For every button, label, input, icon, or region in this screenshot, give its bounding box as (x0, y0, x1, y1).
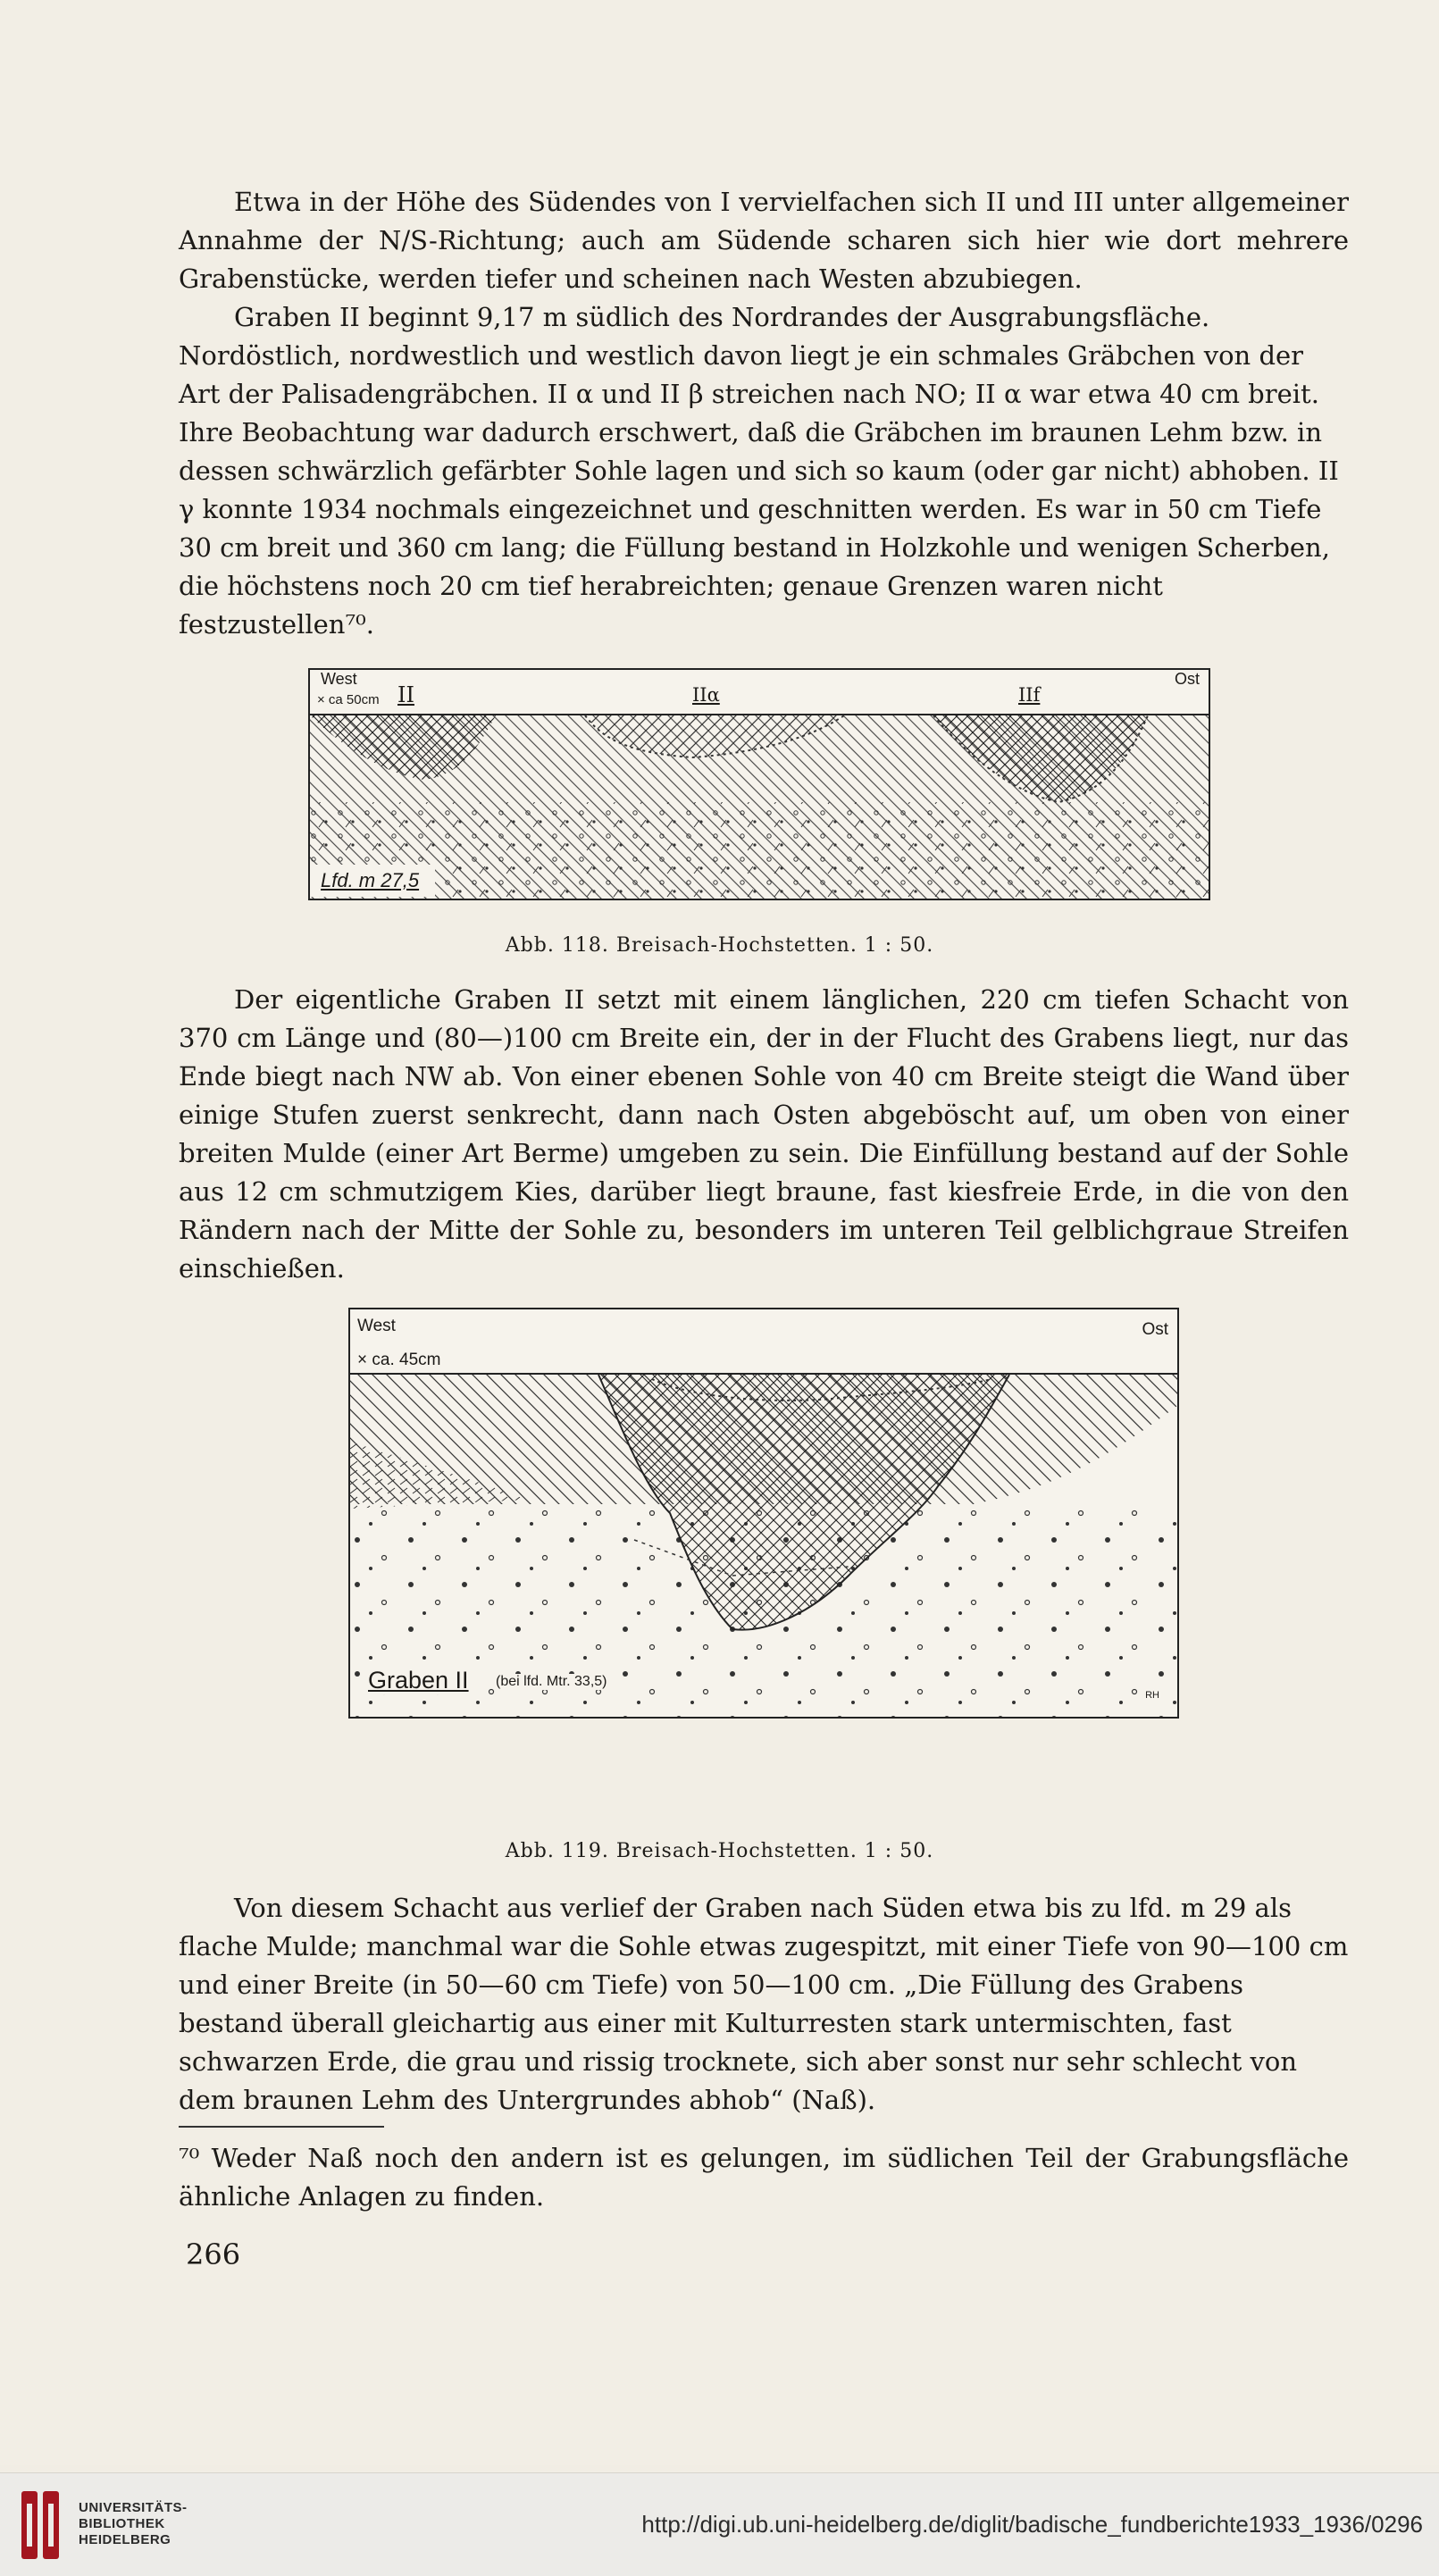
text-section-bottom (179, 1889, 1349, 2120)
label-initials: RH (1145, 1690, 1159, 1701)
label-west: West (321, 670, 357, 688)
label-lfd: (bei lfd. Mtr. 33,5) (496, 1674, 607, 1689)
label-graben-IIa: IIα (692, 684, 720, 706)
paragraph: Graben II beginnt 9,17 m südlich des Nordrandes der Ausgrabungsfläche. Nordöstlich, nordwestlich und westlich davon liegt je ein schmales Gräbchen von der Art der Palisadengräbchen. II α und II β streichen nach NO; II α war etwa 40 cm breit. Ihre Beobachtung war dadurch erschwert, daß die Gräbchen im braunen Lehm bzw. in dessen schwärzlich gefärbter Sohle lagen und sich so kaum (oder gar nicht) abhoben. II γ konnte 1934 nochmals eingezeichnet und geschnitten werden. Es war in 50 cm Tiefe 30 cm breit und 360 cm lang; die Füllung bestand in Holzkohle und wenigen Scherben, die höchstens noch 20 cm tief herabreichten; genaue Grenzen waren nicht festzustellen⁷⁰. (179, 302, 1339, 640)
footnote (179, 2139, 1349, 2216)
figure-section-118 (308, 668, 1210, 900)
logo-line: UNIVERSITÄTS- (79, 2500, 188, 2515)
label-west: West (357, 1317, 396, 1335)
figure-section-119 (348, 1308, 1179, 1719)
paragraph: Etwa in der Höhe des Südendes von I vervielfachen sich II und III unter allgemeiner Annahme der N/S-Richtung; auch am Südende scharen sich hier wie dort mehrere Grabenstücke, werden tiefer und scheinen nach Westen abzubiegen. (179, 187, 1349, 294)
footnote-text: ⁷⁰ Weder Naß noch den andern ist es gelungen, im südlichen Teil der Grabungsfläche ähnliche Anlagen zu finden. (179, 2143, 1349, 2212)
label-depth: × ca 50cm (317, 692, 380, 707)
logo-line: HEIDELBERG (79, 2532, 172, 2547)
paragraph: Der eigentliche Graben II setzt mit einem länglichen, 220 cm tiefen Schacht von 370 cm Länge und (80—)100 cm Breite ein, der in der Flucht des Grabens liegt, nur das Ende biegt nach NW ab. Von einer ebenen Sohle von 40 cm Breite steigt die Wand über einige Stufen zuerst senkrecht, dann nach Osten abgeböscht auf, um oben von einer breiten Mulde (einer Art Berme) umgeben zu sein. Die Einfüllung bestand auf der Sohle aus 12 cm schmutzigem Kies, darüber liegt braune, fast kiesfreie Erde, in die von den Rändern nach der Mitte der Sohle zu, besonders im unteren Teil gelblichgraue Streifen einschießen. (179, 984, 1349, 1284)
figure-caption-119: Abb. 119. Breisach-Hochstetten. 1 : 50. (505, 1840, 934, 1862)
page-number: 266 (186, 2237, 241, 2271)
section-drawing-119 (348, 1308, 1179, 1719)
paragraph: Von diesem Schacht aus verlief der Graben nach Süden etwa bis zu lfd. m 29 als flache Mulde; manchmal war die Sohle etwas zugespitzt, mit einer Tiefe von 90—100 cm und einer Breite (in 50—60 cm Tiefe) von 50—100 cm. „Die Füllung des Grabens bestand überall gleichartig aus einer mit Kulturresten stark untermischten, fast schwarzen Erde, die grau und rissig trocknete, sich aber sonst nur sehr schlecht von dem braunen Lehm des Untergrundes abhob“ (Naß). (179, 1893, 1349, 2115)
label-ost: Ost (1142, 1320, 1168, 1339)
label-ost: Ost (1174, 670, 1200, 688)
text-section-middle (179, 981, 1349, 1288)
library-logo-text (79, 2500, 188, 2548)
label-depth: × ca. 45cm (357, 1351, 441, 1369)
source-url-link[interactable]: http://digi.ub.uni-heidelberg.de/diglit/badische_fundberichte1933_1936/0296 (641, 2511, 1423, 2538)
section-drawing-118 (308, 668, 1210, 900)
label-graben-II: II (397, 682, 414, 707)
text-section-top (179, 183, 1349, 644)
label-graben: Graben II (368, 1667, 469, 1694)
footer-bar (0, 2472, 1439, 2576)
logo-line: BIBLIOTHEK (79, 2516, 165, 2531)
label-graben-IIf: IIf (1018, 684, 1041, 706)
footnote-rule (179, 2126, 384, 2128)
label-lfd: Lfd. m 27,5 (321, 869, 420, 891)
figure-caption-118: Abb. 118. Breisach-Hochstetten. 1 : 50. (505, 934, 934, 957)
library-logo-icon (16, 2486, 66, 2564)
